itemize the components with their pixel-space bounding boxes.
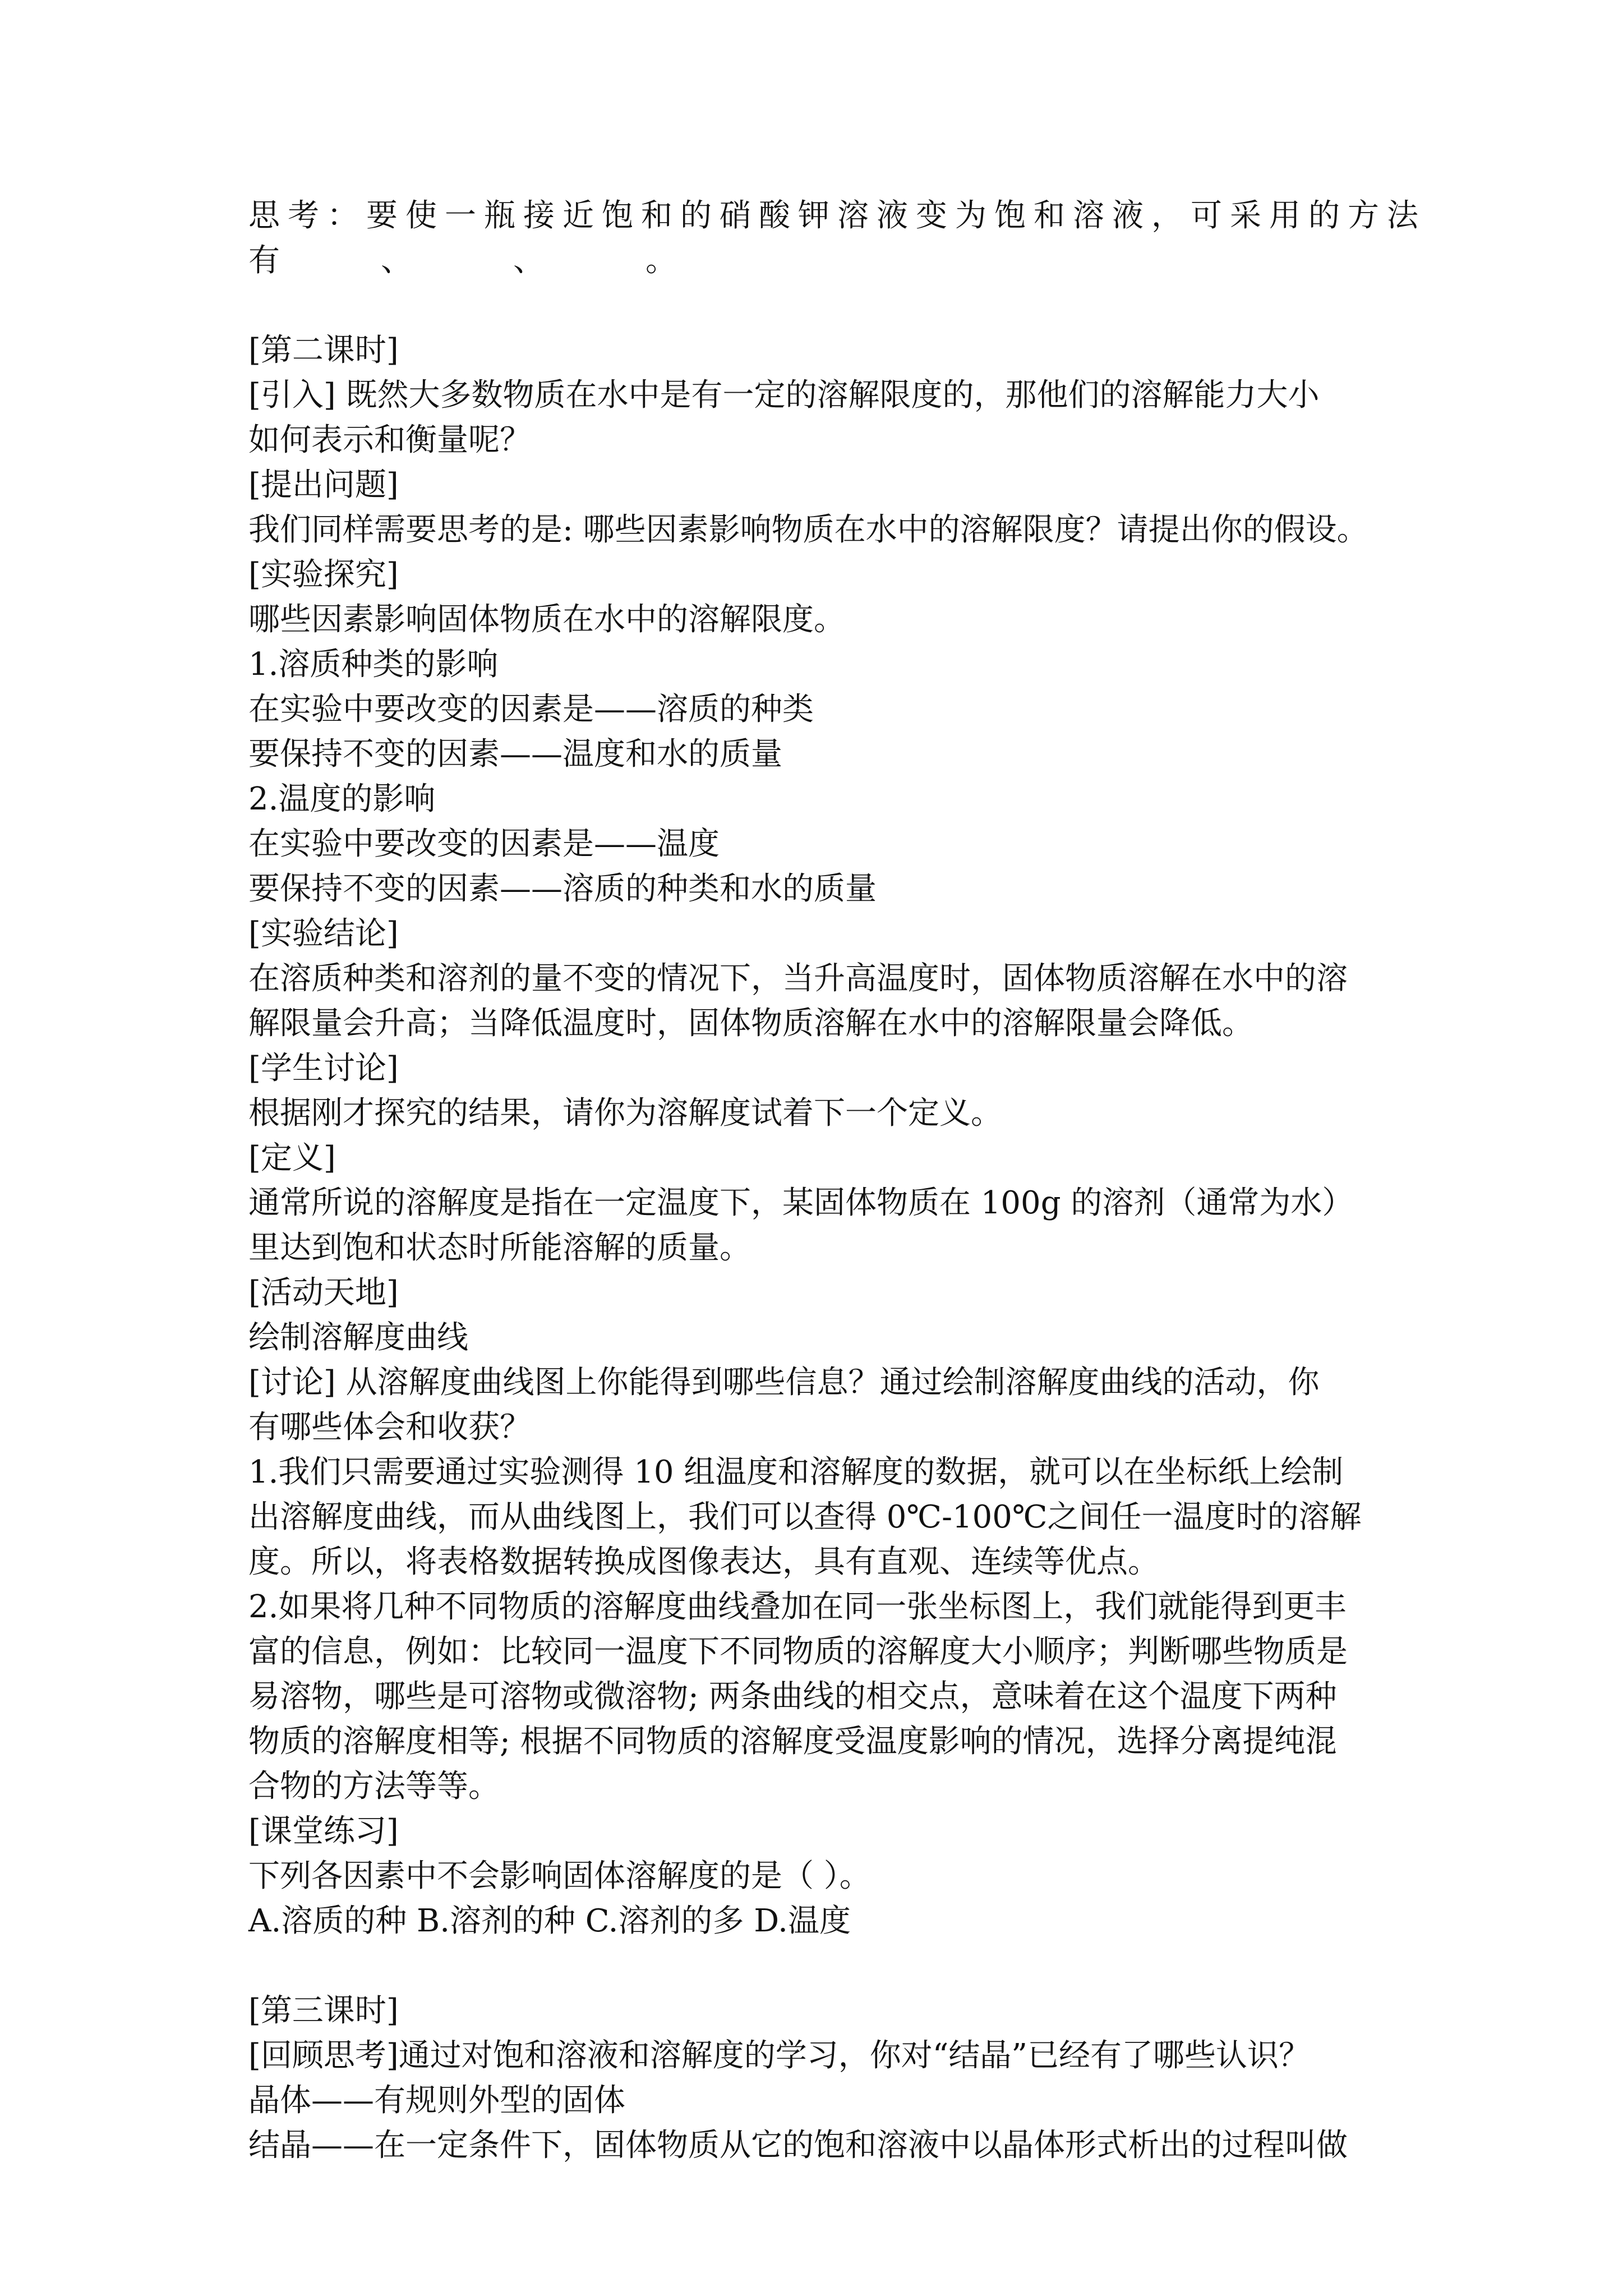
text-line: 有哪些体会和收获？ — [248, 1409, 531, 1446]
text-line: 2.温度的影响 — [248, 781, 436, 817]
text-line: [活动天地] — [248, 1274, 399, 1311]
think-sep-2: 、 — [513, 242, 545, 279]
text-line: 我们同样需要思考的是: 哪些因素影响物质在水中的溶解限度？请提出你的假设。 — [248, 512, 1368, 548]
text-line: [实验结论] — [248, 915, 399, 952]
text-line: 在实验中要改变的因素是——温度 — [248, 826, 720, 862]
text-line: 结晶——在一定条件下，固体物质从它的饱和溶液中以晶体形式析出的过程叫做 — [248, 2127, 1348, 2164]
text-line: [学生讨论] — [248, 1050, 399, 1087]
text-line: A.溶质的种 B.溶剂的种 C.溶剂的多 D.温度 — [248, 1903, 851, 1939]
text-line: 易溶物，哪些是可溶物或微溶物; 两条曲线的相交点，意味着在这个温度下两种 — [248, 1678, 1337, 1715]
think-line2-start: 有 — [248, 242, 280, 279]
text-line: 物质的溶解度相等; 根据不同物质的溶解度受温度影响的情况，选择分离提纯混 — [248, 1723, 1337, 1760]
text-line: 2.如果将几种不同物质的溶解度曲线叠加在同一张坐标图上，我们就能得到更丰 — [248, 1589, 1347, 1625]
text-line: 如何表示和衡量呢？ — [248, 422, 531, 458]
text-line: [引入] 既然大多数物质在水中是有一定的溶解限度的，那他们的溶解能力大小 — [248, 377, 1320, 413]
text-line: 哪些因素影响固体物质在水中的溶解限度。 — [248, 601, 845, 638]
text-line: 绘制溶解度曲线 — [248, 1319, 468, 1356]
text-line: 度。所以，将表格数据转换成图像表达，具有直观、连续等优点。 — [248, 1544, 1159, 1580]
text-line: 出溶解度曲线，而从曲线图上，我们可以查得 0℃-100℃之间任一温度时的溶解 — [248, 1499, 1362, 1535]
text-line: [回顾思考]通过对饱和溶液和溶解度的学习，你对“结晶”已经有了哪些认识？ — [248, 2037, 1310, 2074]
text-line: 在实验中要改变的因素是——溶质的种类 — [248, 691, 814, 728]
text-line: 1.溶质种类的影响 — [248, 646, 499, 683]
text-line: [实验探究] — [248, 556, 399, 593]
text-line: 根据刚才探究的结果，请你为溶解度试着下一个定义。 — [248, 1095, 1002, 1131]
think-end: 。 — [645, 242, 677, 279]
text-line: 里达到饱和状态时所能溶解的质量。 — [248, 1230, 751, 1266]
text-line: [课堂练习] — [248, 1813, 399, 1849]
text-line: 1.我们只需要通过实验测得 10 组温度和溶解度的数据，就可以在坐标纸上绘制 — [248, 1454, 1344, 1490]
think-sep-1: 、 — [381, 242, 412, 279]
think-question-line1: 思考：要使一瓶接近饱和的硝酸钾溶液变为饱和溶液，可采用的方法 — [248, 197, 1426, 234]
text-line: 晶体——有规则外型的固体 — [248, 2082, 625, 2119]
text-line: 下列各因素中不会影响固体溶解度的是（ ）。 — [248, 1858, 871, 1894]
text-line: [第二课时] — [248, 332, 399, 369]
text-line: 要保持不变的因素——温度和水的质量 — [248, 736, 782, 772]
text-line: 通常所说的溶解度是指在一定温度下，某固体物质在 100g 的溶剂（通常为水） — [248, 1185, 1354, 1221]
document-page — [248, 194, 1426, 2168]
text-line: [讨论] 从溶解度曲线图上你能得到哪些信息？通过绘制溶解度曲线的活动，你 — [248, 1364, 1320, 1401]
blank-line — [248, 283, 1393, 328]
text-line: 合物的方法等等。 — [248, 1768, 500, 1805]
text-line: 富的信息，例如：比较同一温度下不同物质的溶解度大小顺序；判断哪些物质是 — [248, 1634, 1348, 1670]
text-line: [提出问题] — [248, 467, 399, 503]
blank-line — [248, 1944, 1393, 1989]
text-line: [定义] — [248, 1140, 336, 1176]
text-line: 解限量会升高；当降低温度时，固体物质溶解在水中的溶解限量会降低。 — [248, 1005, 1253, 1042]
text-line: [第三课时] — [248, 1993, 399, 2029]
text-line: 在溶质种类和溶剂的量不变的情况下，当升高温度时，固体物质溶解在水中的溶 — [248, 960, 1348, 997]
text-line: 要保持不变的因素——溶质的种类和水的质量 — [248, 871, 877, 907]
think-question-line2 — [248, 238, 1393, 283]
